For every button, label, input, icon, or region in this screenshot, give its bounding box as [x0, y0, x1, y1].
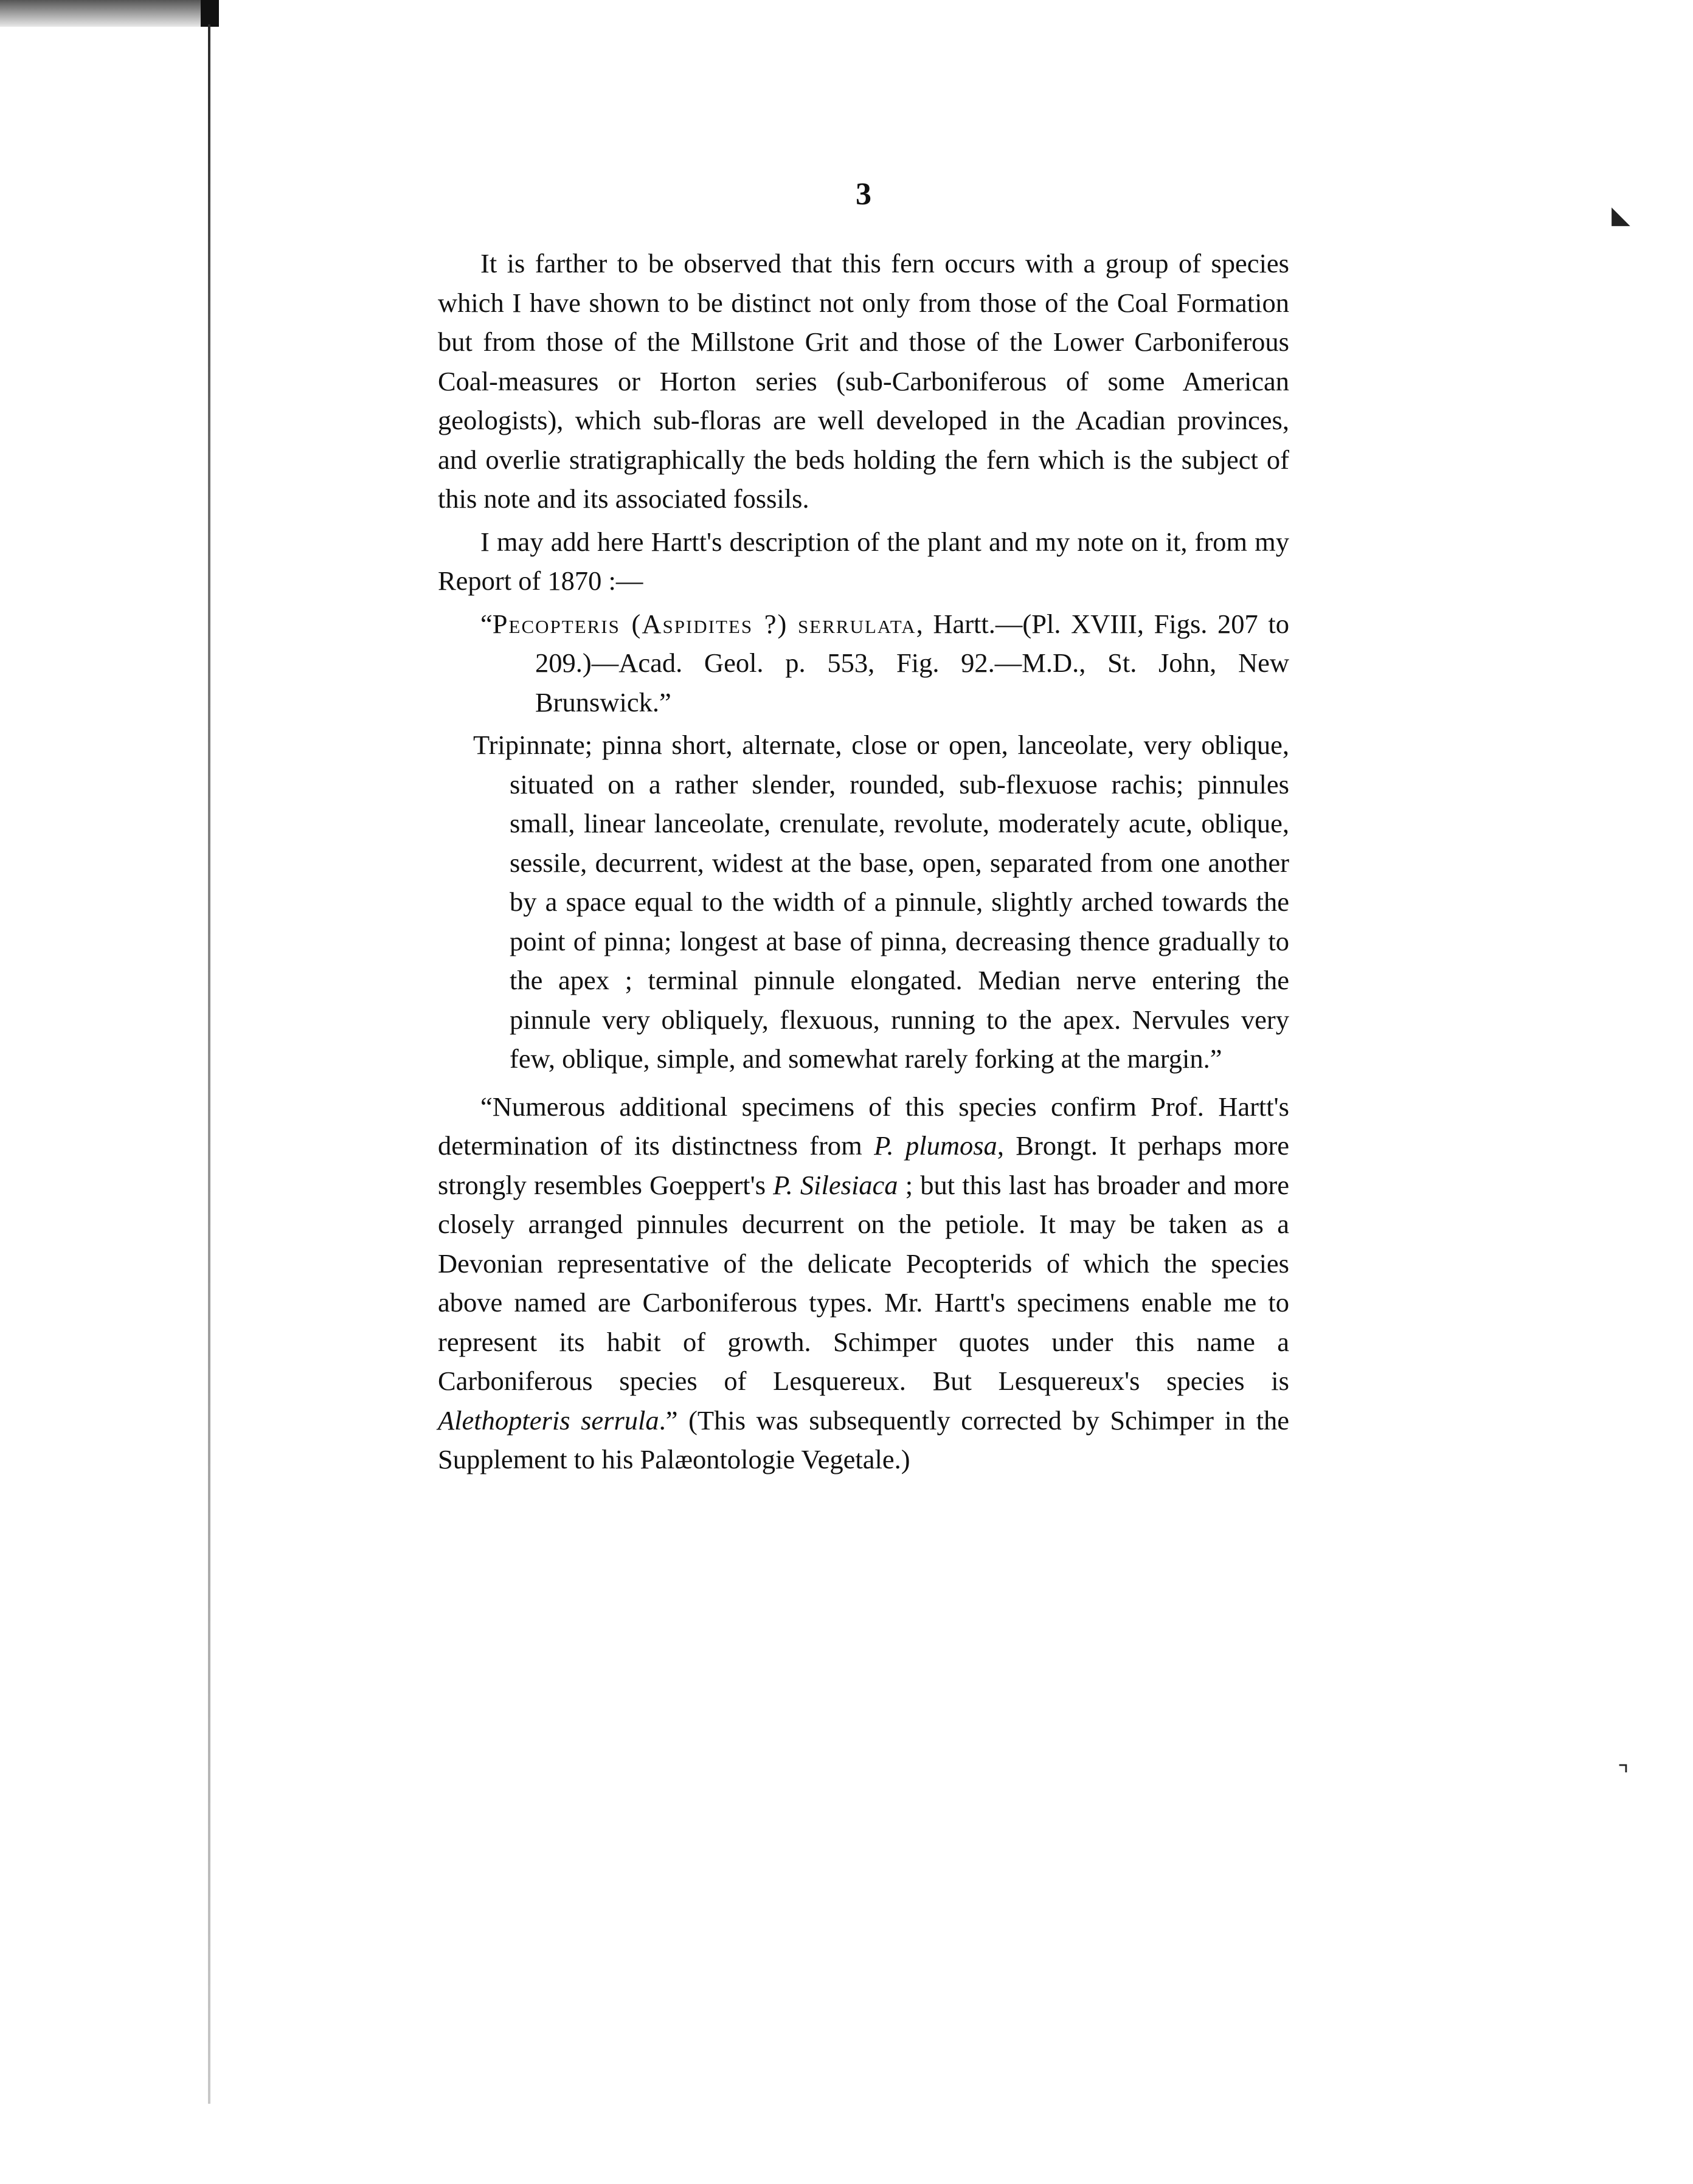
heading-species: serrulata — [797, 608, 916, 639]
scan-edge-mark: ⌝ — [1618, 1761, 1629, 1788]
note-text: ; but this last has broader and more closely arranged pinnules decurrent on the petiole. It may be taken as a Devonian representative of the delicate Pecopterids of which the species above named are Carboniferous types. Mr. Hartt's specimens enable me to represent its habit of growth. Schimper quotes under this name a Carboniferous species of Lesquereux. But Lesquereux's species is — [438, 1169, 1289, 1396]
scan-top-notch — [201, 0, 219, 27]
note-text: “Numerous additional specimens of this species confirm Prof. Hartt's determination of its distinctness from — [438, 1091, 1289, 1161]
paragraph-intro: It is farther to be observed that this fern occurs with a group of species which I have shown to be distinct not only from those of the Coal Formation but from those of the Millstone Grit and those of the Lower Carboniferous Coal-measures or Horton series (sub-Carboniferous of some American geologists), which sub-floras are well developed in the Acadian provinces, and overlie stratigraphically the beds holding the fern which is the subject of this note and its associated fossils. — [438, 248, 1289, 514]
heading-citation: , Hartt.—(Pl. XVIII, Figs. 207 to 209.)—Acad. Geol. p. 553, Fig. 92.—M.D., St. John, New Brunswick.” — [535, 608, 1290, 717]
heading-genus: Pecopteris (Aspidites ?) — [492, 608, 788, 639]
note-species-name: P. plumosa — [874, 1130, 997, 1161]
scan-edge-mark: ◣ — [1612, 201, 1630, 229]
note-species-name: Alethopteris serrula — [438, 1405, 659, 1436]
paragraph-species-description: Tripinnate; pinna short, alternate, close or open, lanceolate, very oblique, situated on a rather slender, rounded, sub-flexuose rachis; pinnules small, linear lanceolate, crenulate, revolute, moderately acute, oblique, sessile, decurrent, widest at the base, open, separated from one another by a space equal to the width of a pinnule, slightly arched towards the point of pinna; longest at base of pinna, decreasing thence gradually to the apex ; terminal pinnule elongated. Median nerve entering the pinnule very obliquely, flexuous, running to the apex. Nervules very few, oblique, simple, and somewhat rarely forking at the margin.” — [473, 730, 1289, 1074]
document-page — [438, 176, 1289, 1479]
note-text: , Brongt. It perhaps more strongly resembles Goeppert's — [438, 1130, 1290, 1200]
scan-top-shadow — [0, 0, 210, 27]
scan-gutter — [0, 0, 210, 2184]
page-number: 3 — [856, 177, 871, 212]
species-heading — [438, 604, 1289, 722]
note-text: .” (This was subsequently corrected by Schimper in the Supplement to his Palæontologie Vegetale.) — [438, 1405, 1289, 1474]
paragraph-description-intro: I may add here Hartt's description of the plant and my note on it, from my Report of 1870 :— — [438, 526, 1289, 596]
heading-open-quote: “ — [480, 608, 493, 639]
page-fold-line — [208, 24, 210, 2104]
note-species-name: P. Silesiaca — [773, 1169, 898, 1200]
paragraph-note — [438, 1087, 1289, 1479]
